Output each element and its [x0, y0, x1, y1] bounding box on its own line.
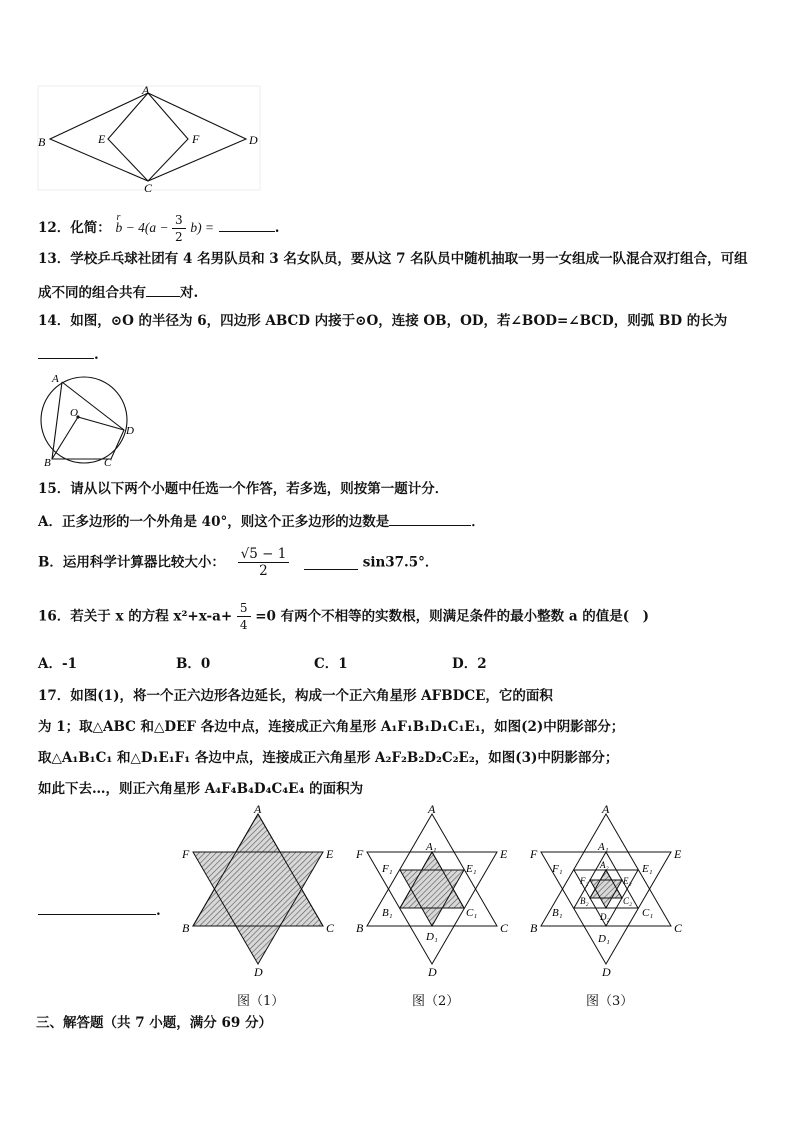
- label-A: A: [142, 84, 150, 97]
- svg-text:F₂: F₂: [580, 876, 589, 886]
- svg-text:A: A: [254, 802, 262, 816]
- label-E: E: [98, 132, 106, 146]
- svg-text:D₂: D₂: [600, 912, 610, 922]
- question-14-line1: 14．如图，⊙O 的半径为 6，四边形 ABCD 内接于⊙O，连接 OB，OD，若∠BOD=∠BCD，则弧 BD 的长为: [38, 313, 728, 329]
- label-B: B: [38, 135, 46, 149]
- svg-text:C: C: [326, 921, 335, 935]
- question-17-answer: .: [38, 900, 161, 920]
- label-D: D: [249, 133, 258, 147]
- svg-text:A₁: A₁: [426, 841, 437, 853]
- svg-text:B: B: [356, 921, 364, 935]
- svg-text:E₁: E₁: [466, 863, 477, 875]
- answer-blank-15a[interactable]: [389, 511, 471, 526]
- q15b-fraction: $\frac{√5 - 1}{2}$: [238, 546, 290, 579]
- section-heading: 三、解答题（共 7 小题，满分 69 分）: [36, 1015, 272, 1031]
- label-C: C: [104, 457, 112, 468]
- svg-text:F: F: [530, 847, 538, 861]
- svg-text:D: D: [428, 965, 437, 979]
- label-F: F: [192, 132, 200, 146]
- q12-label: 12．化简：: [38, 220, 111, 236]
- star-figures: [176, 802, 696, 986]
- svg-text:E₁: E₁: [642, 863, 653, 875]
- svg-text:B: B: [182, 921, 190, 935]
- q12-expr: r b − 4(a −: [115, 212, 172, 235]
- svg-text:C₂: C₂: [623, 896, 633, 906]
- svg-text:C₁: C₁: [466, 907, 478, 919]
- svg-text:F: F: [182, 847, 190, 861]
- svg-text:B: B: [530, 921, 538, 935]
- star-figure-3: [529, 802, 683, 979]
- question-12: 12．化简： r b − 4(a − $\frac{3}{2}$ b) = .: [38, 212, 280, 244]
- question-15-intro: 15．请从以下两个小题中任选一个作答，若多选，则按第一题计分．: [38, 481, 449, 497]
- svg-text:A: A: [428, 802, 436, 816]
- svg-text:D: D: [254, 965, 263, 979]
- question-17-line2: 为 1；取△ABC 和△DEF 各边中点，连接成正六角星形 A₁F₁B₁D₁C₁E₁，如图(2)中阴影部分；: [38, 719, 625, 735]
- circle-figure: [34, 372, 140, 468]
- question-17-line1: 17．如图(1)，将一个正六边形各边延长，构成一个正六角星形 AFBDCE，它的面积: [38, 688, 553, 704]
- svg-text:A₁: A₁: [598, 841, 609, 853]
- option-b[interactable]: B．0: [176, 656, 211, 672]
- question-15-a: A．正多边形的一个外角是 40°，则这个正多边形的边数是 ．: [38, 511, 485, 531]
- option-a[interactable]: A．-1: [38, 656, 77, 672]
- svg-text:F₁: F₁: [382, 863, 393, 875]
- question-17-line4: 如此下去…，则正六角星形 A₄F₄B₄D₄C₄E₄ 的面积为: [38, 781, 364, 797]
- caption-figure-3: 图（3）: [586, 994, 634, 1009]
- answer-blank-14[interactable]: [38, 344, 94, 359]
- option-c[interactable]: C．1: [314, 656, 348, 672]
- caption-figure-1: 图（1）: [237, 994, 285, 1009]
- label-A: A: [52, 373, 59, 385]
- question-13-line1: 13．学校乒乓球社团有 4 名男队员和 3 名女队员，要从这 7 名队员中随机抽取一男一女组成一队混合双打组合，可组: [38, 251, 748, 267]
- option-d[interactable]: D．2: [452, 656, 487, 672]
- question-14-line2: .: [38, 344, 99, 364]
- svg-text:D₁: D₁: [598, 933, 610, 945]
- label-B: B: [44, 457, 51, 468]
- q12-fraction: $\frac{3}{2}$: [172, 212, 186, 245]
- svg-text:F₁: F₁: [552, 863, 563, 875]
- answer-blank-12[interactable]: [219, 217, 275, 232]
- label-D: D: [126, 425, 134, 437]
- question-16: 16．若关于 x 的方程 x²+x-a+ $\frac{5}{4}$ =0 有两个不相等的实数根，则满足条件的最小整数 a 的值是( ): [38, 601, 650, 632]
- svg-text:E: E: [674, 847, 682, 861]
- label-O: O: [70, 407, 78, 419]
- star-figure-2: [355, 802, 509, 979]
- question-13-line2: 成不同的组合共有 对.: [38, 282, 198, 302]
- svg-text:C: C: [500, 921, 509, 935]
- svg-text:B₁: B₁: [552, 907, 563, 919]
- answer-blank-13[interactable]: [146, 282, 180, 297]
- caption-figure-2: 图（2）: [412, 994, 460, 1009]
- svg-text:E: E: [500, 847, 508, 861]
- svg-text:F: F: [356, 847, 364, 861]
- svg-text:A₂: A₂: [600, 860, 609, 870]
- answer-blank-17[interactable]: [38, 900, 156, 915]
- svg-text:C₁: C₁: [642, 907, 654, 919]
- rhombus-figure: [36, 84, 264, 196]
- star-figure-1: [181, 802, 335, 979]
- svg-text:E₂: E₂: [623, 876, 632, 886]
- svg-text:D: D: [602, 965, 611, 979]
- svg-text:D₁: D₁: [426, 931, 438, 943]
- q12-expr-end: b) =: [190, 220, 215, 235]
- svg-text:A: A: [602, 802, 610, 816]
- answer-blank-15b[interactable]: [304, 555, 358, 570]
- svg-text:B₁: B₁: [382, 907, 393, 919]
- svg-text:B₂: B₂: [580, 896, 589, 906]
- question-17-line3: 取△A₁B₁C₁ 和△D₁E₁F₁ 各边中点，连接成正六角星形 A₂F₂B₂D₂C₂E₂，如图(3)中阴影部分；: [38, 750, 619, 766]
- svg-text:C: C: [674, 921, 683, 935]
- q16-fraction: $\frac{5}{4}$: [237, 600, 251, 633]
- question-15-b: B．运用科学计算器比较大小： $\frac{√5 - 1}{2}$ sin37.5°．: [38, 546, 439, 579]
- svg-text:E: E: [326, 847, 334, 861]
- label-C: C: [144, 181, 153, 195]
